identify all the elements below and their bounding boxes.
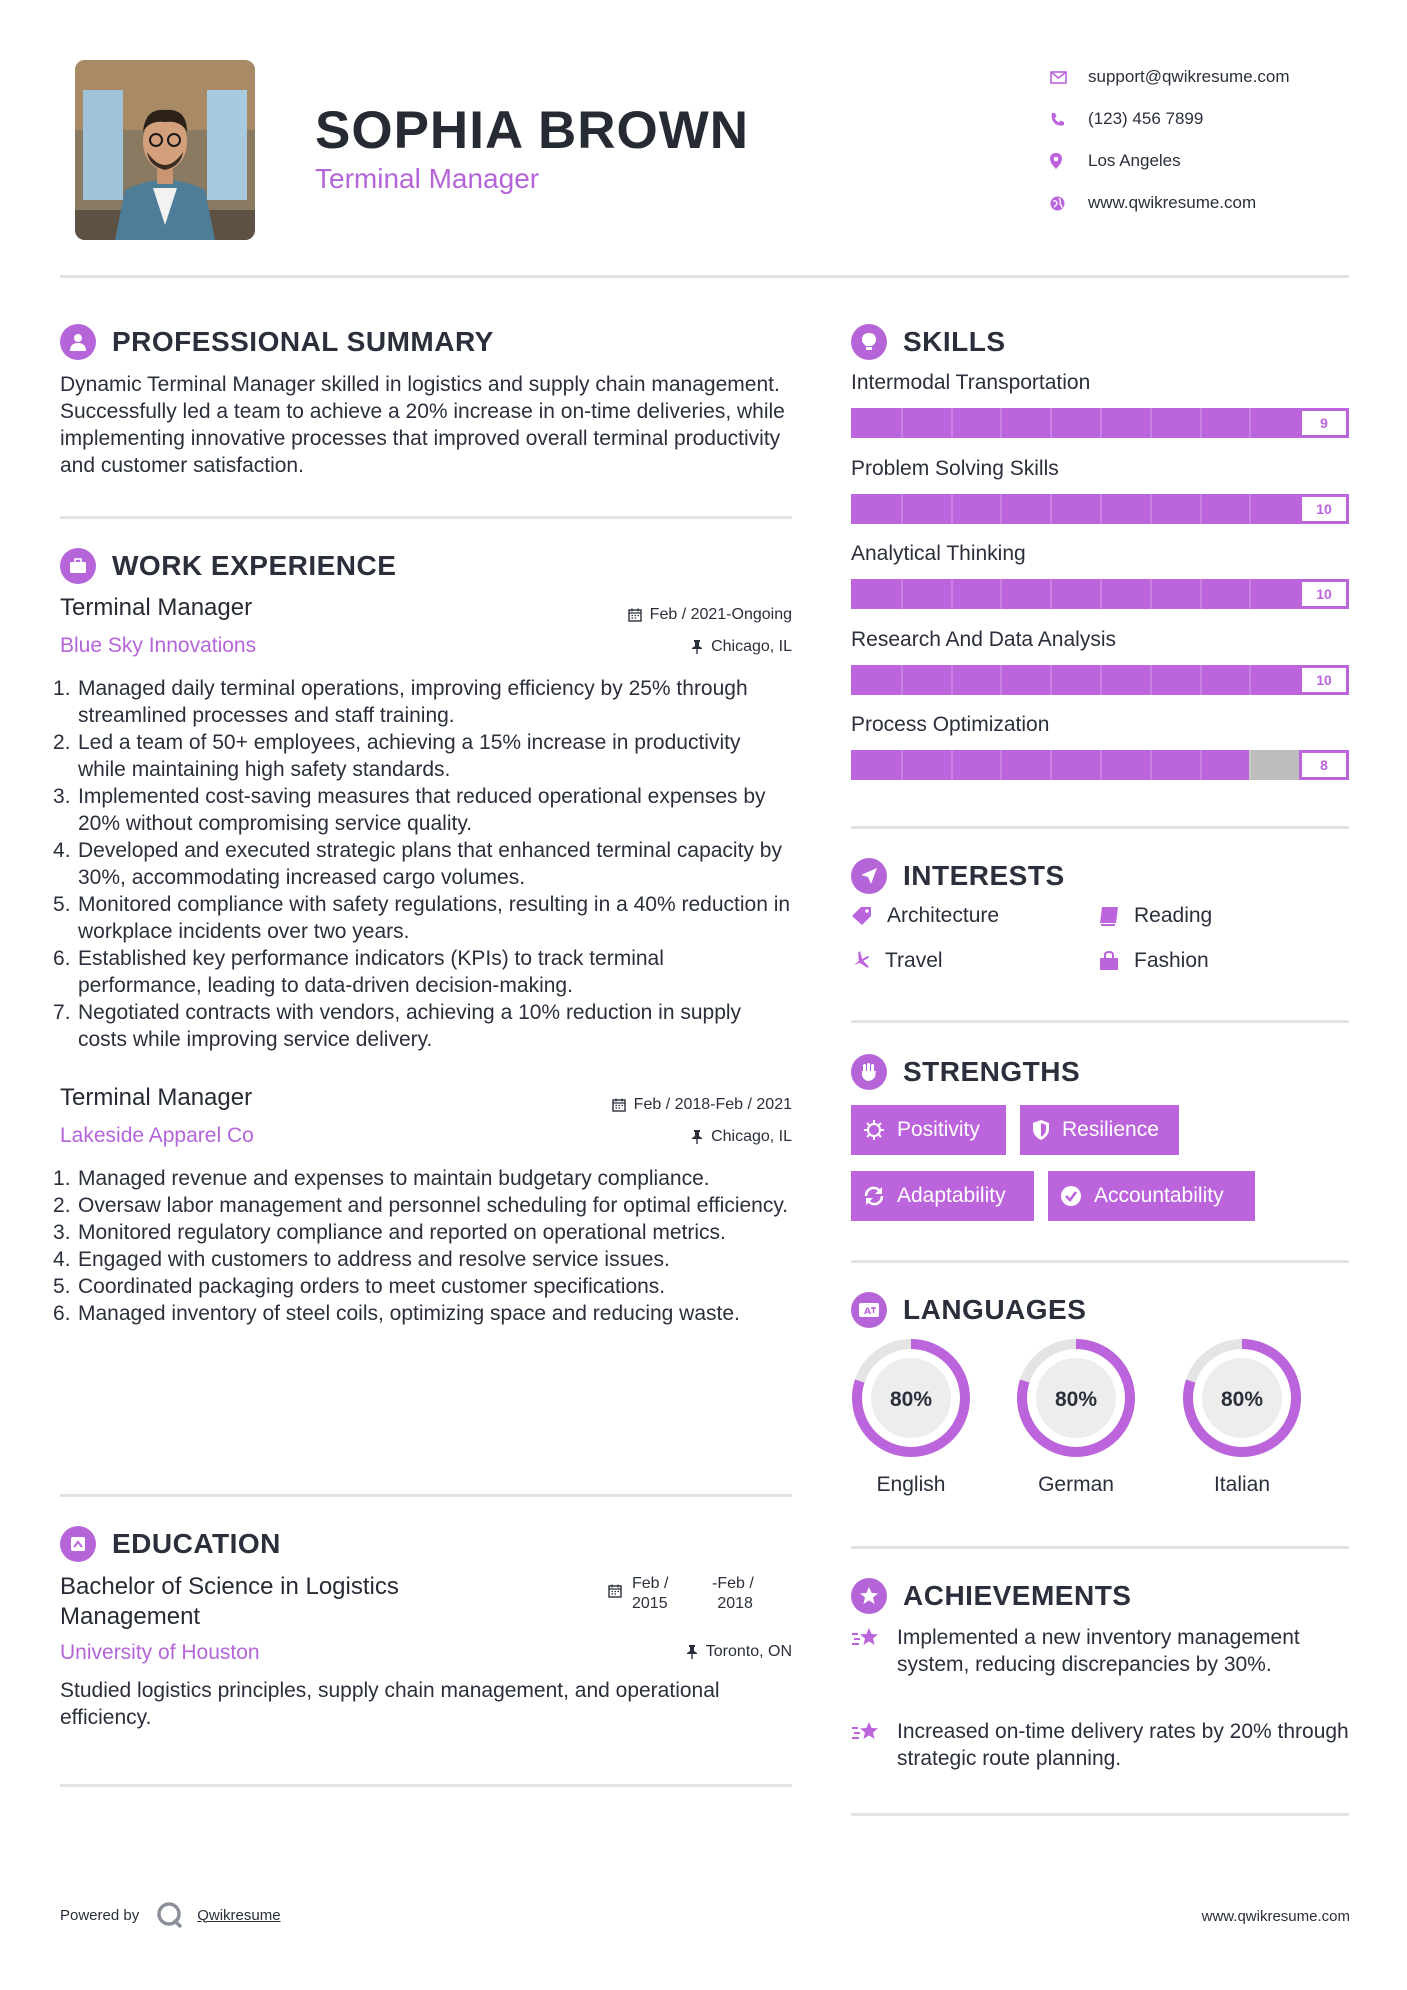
achievements-heading: ACHIEVEMENTS [851, 1578, 1131, 1614]
language-icon [851, 1292, 887, 1328]
shooting-star-icon [851, 1626, 883, 1652]
skill-segment-divider [1249, 665, 1251, 695]
skill-5 [851, 713, 1349, 780]
strength-accountability: Accountability [1048, 1171, 1255, 1221]
edu-dates: Feb / 2015 - Feb / 2018 [608, 1574, 767, 1614]
job-2-role: Terminal Manager [60, 1084, 253, 1111]
paper-plane-icon [851, 858, 887, 894]
strengths-divider [851, 1260, 1349, 1263]
edu-description: Studied logistics principles, supply chain management, and operational efficiency. [60, 1679, 720, 1729]
plane-icon [851, 951, 871, 971]
shopping-bag-icon [1098, 951, 1120, 971]
experience-divider [60, 1494, 792, 1497]
footer-powered-by: Powered by Qwikresume [60, 1900, 281, 1930]
languages-divider [851, 1546, 1349, 1549]
skill-segment-divider [1050, 750, 1052, 780]
skill-segment-divider [1150, 665, 1152, 695]
svg-text:A: A [864, 1307, 872, 1317]
contact-block [1050, 56, 1290, 224]
skill-segment-divider [1100, 579, 1102, 609]
list-item: Negotiated contracts with vendors, achieving a 10% reduction in supply costs while improving service delivery. [78, 1001, 742, 1051]
list-item: Led a team of 50+ employees, achieving a 15% increase in productivity while maintaining high safety standards. [78, 731, 741, 781]
footer-website[interactable]: www.qwikresume.com [1201, 1908, 1350, 1925]
skill-segment-divider [1200, 665, 1202, 695]
list-item: Coordinated packaging orders to meet customer specifications. [78, 1275, 666, 1298]
strength-positivity: Positivity [851, 1105, 1006, 1155]
job-2-header [60, 1084, 792, 1148]
interest-reading: Reading [1098, 904, 1212, 928]
skill-2 [851, 457, 1349, 524]
skill-segment-divider [1249, 750, 1251, 780]
skill-1 [851, 371, 1349, 438]
pin-icon [686, 1645, 698, 1659]
skills-heading: SKILLS [851, 324, 1006, 360]
skill-segment-divider [901, 750, 903, 780]
job-2-company: Lakeside Apparel Co [60, 1124, 254, 1147]
skill-segment-divider [951, 494, 953, 524]
list-item: Monitored compliance with safety regulations, resulting in a 40% reduction in workplace incidents over two years. [78, 893, 791, 943]
skill-segment-divider [1150, 750, 1152, 780]
list-item: Developed and executed strategic plans that enhanced terminal capacity by 30%, accommodating increased cargo volumes. [78, 839, 782, 889]
list-item: Managed inventory of steel coils, optimizing space and reducing waste. [78, 1302, 740, 1325]
skill-bar [851, 665, 1349, 695]
language-german [1014, 1336, 1138, 1497]
skill-segment-divider [1050, 665, 1052, 695]
skill-bar [851, 750, 1349, 780]
strengths-heading: STRENGTHS [851, 1054, 1080, 1090]
job-2-location: Chicago, IL [691, 1128, 792, 1146]
skill-segment-divider [951, 665, 953, 695]
job-2-dates: Feb / 2018-Feb / 2021 [612, 1096, 792, 1114]
languages-heading: A LANGUAGES [851, 1292, 1086, 1328]
envelope-icon [1050, 71, 1088, 84]
edu-start: Feb / 2015 [632, 1575, 669, 1612]
job-1-role: Terminal Manager [60, 594, 253, 621]
skill-name: Analytical Thinking [851, 542, 1026, 565]
skill-segment-divider [1000, 750, 1002, 780]
skill-segment-divider [1000, 665, 1002, 695]
education-divider [60, 1784, 792, 1787]
achievement-2: Increased on-time delivery rates by 20% through strategic route planning. [851, 1718, 1349, 1772]
skill-segment-divider [1200, 408, 1202, 438]
language-ring [1180, 1336, 1304, 1460]
list-item: Monitored regulatory compliance and reported on operational metrics. [78, 1221, 726, 1244]
language-percent: 80% [1220, 1388, 1264, 1411]
contact-website[interactable]: www.qwikresume.com [1050, 182, 1290, 224]
calendar-icon [612, 1098, 626, 1112]
job-1-company: Blue Sky Innovations [60, 634, 257, 657]
skill-segment-divider [1050, 494, 1052, 524]
list-item: Engaged with customers to address and resolve service issues. [78, 1248, 670, 1271]
summary-text: Dynamic Terminal Manager skilled in logistics and supply chain management. Successfully led a team to achieve a 20% increase in on-time deliveries, while implementing innovative processes that improved overall terminal productivity and customer satisfaction. [60, 373, 785, 477]
skill-segment-divider [1150, 579, 1152, 609]
skill-segment-divider [1200, 494, 1202, 524]
skill-name: Research And Data Analysis [851, 628, 1116, 651]
job-1-dates: Feb / 2021-Ongoing [628, 606, 792, 624]
skill-3 [851, 542, 1349, 609]
skill-segment-divider [1100, 494, 1102, 524]
skill-segment-divider [1249, 579, 1251, 609]
achievement-1: Implemented a new inventory management system, reducing discrepancies by 30%. [851, 1624, 1349, 1678]
skill-segment-divider [951, 579, 953, 609]
language-name: Italian [1213, 1473, 1271, 1496]
shooting-star-icon [851, 1720, 883, 1746]
skill-segment-divider [1100, 750, 1102, 780]
skill-level: 10 [1299, 494, 1349, 524]
graduation-icon [60, 1526, 96, 1562]
candidate-name: SOPHIA BROWN [315, 101, 750, 160]
skill-segment-divider [1150, 408, 1152, 438]
skill-level: 8 [1299, 750, 1349, 780]
language-ring [1014, 1336, 1138, 1460]
check-circle-icon [1060, 1185, 1082, 1207]
language-name: English [876, 1473, 946, 1496]
edu-location: Toronto, ON [686, 1643, 792, 1661]
list-item: Managed daily terminal operations, improving efficiency by 25% through streamlined processes and staff training. [78, 677, 748, 727]
job-1-location: Chicago, IL [691, 638, 792, 656]
skill-segment-divider [1100, 408, 1102, 438]
contact-location: Los Angeles [1050, 140, 1290, 182]
shield-icon [1032, 1119, 1050, 1141]
job-1-header [60, 594, 792, 658]
interests-divider [851, 1020, 1349, 1023]
interests-heading: INTERESTS [851, 858, 1065, 894]
star-badge-icon [851, 1578, 887, 1614]
strength-resilience: Resilience [1020, 1105, 1179, 1155]
summary-heading: PROFESSIONAL SUMMARY [60, 324, 494, 360]
skill-name: Intermodal Transportation [851, 371, 1091, 394]
skill-segment-divider [901, 579, 903, 609]
list-item: Oversaw labor management and personnel scheduling for optimal efficiency. [78, 1194, 789, 1217]
edu-school: University of Houston [60, 1641, 260, 1664]
strength-adaptability: Adaptability [851, 1171, 1034, 1221]
skill-name: Process Optimization [851, 713, 1050, 736]
skill-segment-divider [1000, 408, 1002, 438]
skill-4 [851, 628, 1349, 695]
skill-segment-divider [901, 408, 903, 438]
phone-icon [1050, 112, 1088, 127]
user-icon [60, 324, 96, 360]
skill-segment-divider [1249, 494, 1251, 524]
experience-heading: WORK EXPERIENCE [60, 548, 396, 584]
fist-icon [851, 1054, 887, 1090]
interest-architecture: Architecture [851, 904, 999, 928]
skill-segment-divider [1249, 408, 1251, 438]
pin-icon [691, 640, 703, 654]
skill-bar [851, 408, 1349, 438]
skill-segment-divider [951, 408, 953, 438]
skill-name: Problem Solving Skills [851, 457, 1059, 480]
list-item: Implemented cost-saving measures that reduced operational expenses by 20% without compromising service quality. [78, 785, 766, 835]
job-2-duties [78, 1165, 793, 1327]
skill-segment-divider [1050, 579, 1052, 609]
globe-icon [1050, 196, 1088, 211]
language-ring [849, 1336, 973, 1460]
interest-travel: Travel [851, 949, 943, 973]
qwikresume-logo-icon [155, 1900, 185, 1930]
briefcase-icon [60, 548, 96, 584]
calendar-icon [628, 608, 642, 622]
language-italian [1180, 1336, 1304, 1497]
skill-level: 9 [1299, 408, 1349, 438]
language-percent: 80% [889, 1388, 933, 1411]
job-1-duties [78, 675, 793, 1053]
language-english [849, 1336, 973, 1497]
footer-brand-link[interactable]: Qwikresume [197, 1906, 281, 1924]
skill-level: 10 [1299, 665, 1349, 695]
skill-segment-divider [901, 494, 903, 524]
skill-fill [851, 408, 1299, 438]
skill-segment-divider [1050, 408, 1052, 438]
skill-bar [851, 579, 1349, 609]
lightbulb-icon [851, 324, 887, 360]
skill-segment-divider [1000, 494, 1002, 524]
contact-phone[interactable]: (123) 456 7899 [1050, 98, 1290, 140]
skills-divider [851, 826, 1349, 829]
candidate-title: Terminal Manager [315, 163, 540, 194]
tag-icon [851, 906, 873, 926]
sun-icon [863, 1119, 885, 1141]
skill-bar [851, 494, 1349, 524]
header-divider [60, 275, 1349, 278]
skill-segment-divider [1200, 579, 1202, 609]
skill-segment-divider [901, 665, 903, 695]
map-pin-icon [1050, 153, 1088, 169]
language-percent: 80% [1054, 1388, 1098, 1411]
edu-degree: Bachelor of Science in Logistics Management [60, 1573, 399, 1630]
summary-divider [60, 516, 792, 519]
language-name: German [1038, 1473, 1114, 1496]
contact-email[interactable]: support@qwikresume.com [1050, 56, 1290, 98]
interest-fashion: Fashion [1098, 949, 1209, 973]
skill-segment-divider [951, 750, 953, 780]
education-heading: EDUCATION [60, 1526, 281, 1562]
profile-photo [75, 60, 255, 240]
skill-segment-divider [1200, 750, 1202, 780]
skill-segment-divider [1150, 494, 1152, 524]
refresh-icon [863, 1185, 885, 1207]
list-item: Managed revenue and expenses to maintain budgetary compliance. [78, 1167, 710, 1190]
book-icon [1098, 906, 1120, 926]
skill-segment-divider [1000, 579, 1002, 609]
achievements-divider [851, 1813, 1349, 1816]
list-item: Established key performance indicators (KPIs) to track terminal performance, leading to data-driven decision-making. [78, 947, 664, 997]
pin-icon [691, 1130, 703, 1144]
skill-level: 10 [1299, 579, 1349, 609]
edu-end: Feb / 2018 [717, 1575, 754, 1612]
skill-segment-divider [1100, 665, 1102, 695]
calendar-icon [608, 1584, 622, 1598]
